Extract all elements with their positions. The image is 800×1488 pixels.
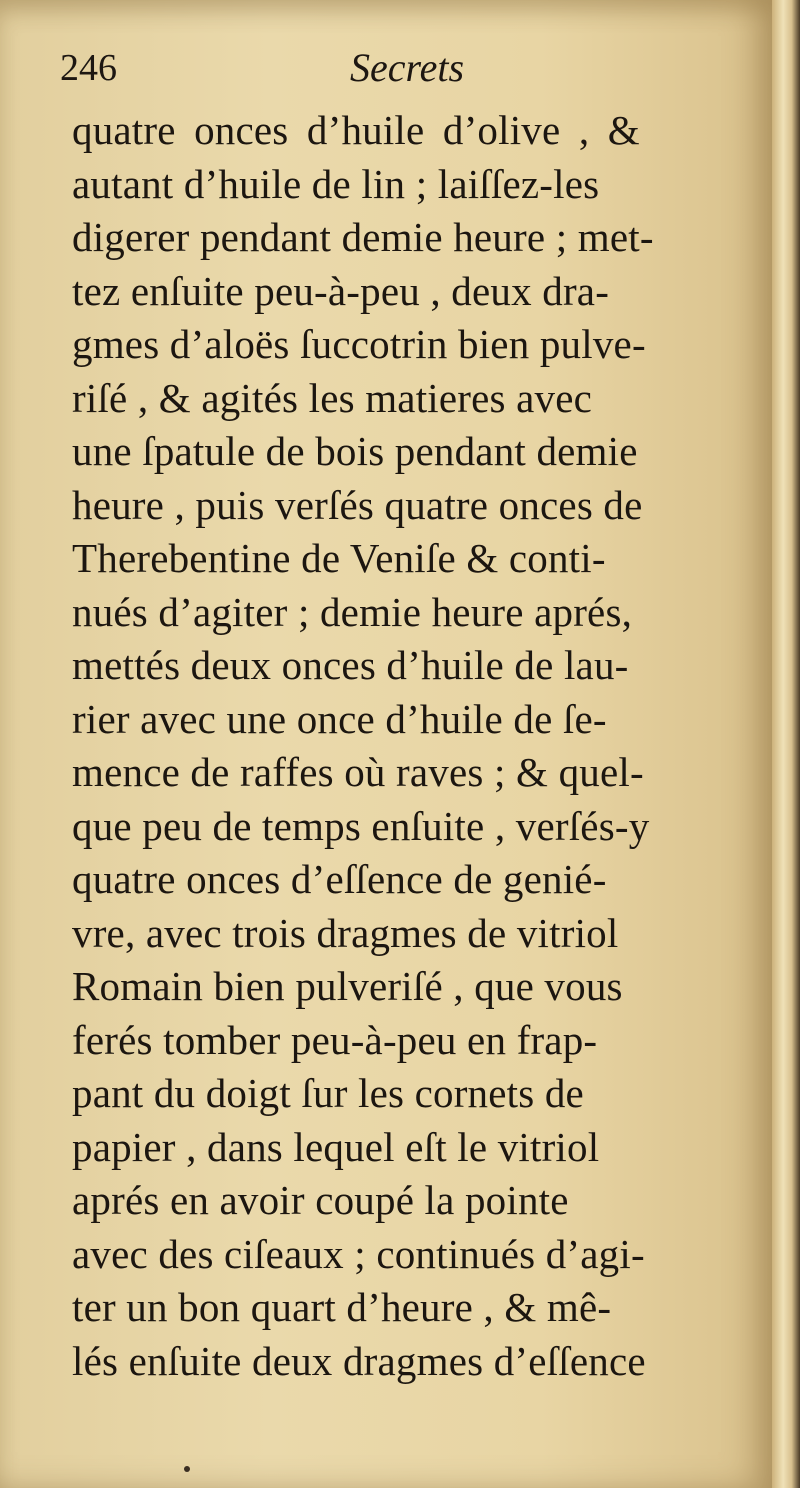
text-line: autant d’huile de lin ; laiſſez-les [72, 160, 600, 207]
text-line: gmes d’aloës ſuccotrin bien pulve- [72, 321, 646, 367]
text-line: que peu de temps enſuite , verſés-y [72, 802, 650, 849]
page-edge [772, 0, 800, 1488]
text-line: papier , dans lequel eſt le vitriol [72, 1123, 600, 1170]
text-line: aprés en avoir coupé la pointe [72, 1177, 569, 1223]
text-line: mettés deux onces d’huile de lau- [72, 642, 629, 688]
text-line: une ſpatule de bois pendant demie [72, 428, 638, 474]
text-line: nués d’agiter ; demie heure aprés, [72, 588, 633, 635]
text-line: quatre onces d’huile d’olive , & [72, 107, 640, 153]
text-line: riſé , & agités les matieres avec [72, 374, 593, 421]
text-line: rier avec une once d’huile de ſe- [72, 695, 607, 742]
page-header [60, 40, 760, 100]
text-line: avec des ciſeaux ; continués d’agi- [72, 1230, 645, 1277]
text-line: quatre onces d’eſſence de genié- [72, 856, 607, 902]
page-number: 246 [60, 47, 117, 89]
ink-spot [184, 1466, 190, 1472]
text-line: Therebentine de Veniſe & conti- [72, 535, 606, 581]
text-line: digerer pendant demie heure ; met- [72, 214, 654, 260]
body-text [72, 104, 772, 1388]
text-line: pant du doigt ſur les cornets de [72, 1070, 584, 1116]
text-line: lés enſuite deux dragmes d’eſſence [72, 1337, 646, 1384]
running-title: Secrets [350, 45, 465, 90]
text-line: vre, avec trois dragmes de vitriol [72, 909, 619, 956]
text-line: tez enſuite peu-à-peu , deux dra- [72, 267, 610, 314]
text-line: mence de raffes où raves ; & quel- [72, 749, 644, 795]
text-line: heure , puis verſés quatre onces de [72, 481, 643, 528]
text-line: ferés tomber peu-à-peu en frap- [72, 1016, 598, 1063]
text-line: ter un bon quart d’heure , & mê- [72, 1284, 612, 1330]
text-line: Romain bien pulveriſé , que vous [72, 963, 623, 1009]
